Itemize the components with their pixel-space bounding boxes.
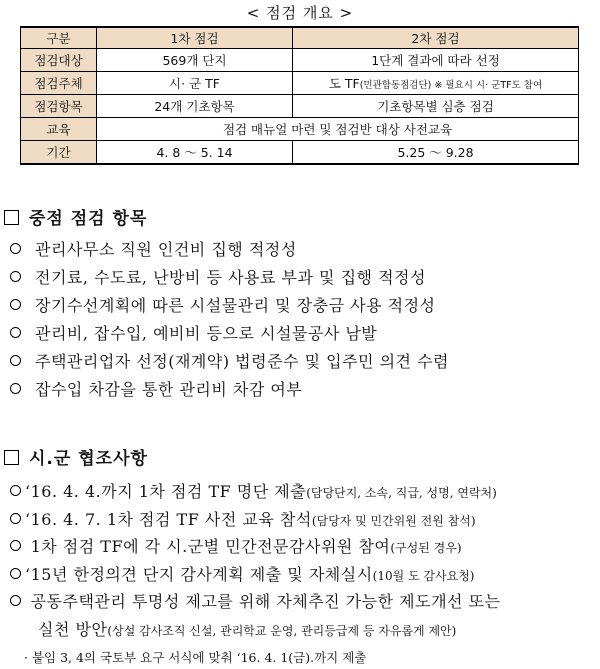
table-row [21,141,579,165]
section1-title: 중점 점검 항목 [29,209,148,229]
list-item: ‘15년 한정의견 단지 감사계획 제출 및 자체실시(10월 도 감사요청) [10,561,501,589]
section2-list [10,478,501,643]
circle-bullet-icon [10,485,21,496]
table-row [21,72,579,95]
circle-bullet-icon [10,271,21,282]
list-item: ‘16. 4. 4.까지 1차 점검 TF 명단 제출(담당단지, 소속, 직급, 성명, 연락처) [10,478,501,506]
row-label: 교육 [21,118,97,141]
list-item: 잡수입 차감을 통한 관리비 차감 여부 [10,376,449,404]
circle-bullet-icon [10,299,21,310]
cell-second-main: 도 TF [328,76,360,91]
list-item: ‘16. 4. 7. 1차 점검 TF 사전 교육 참석(담당자 및 민간위원 전원 참석) [10,506,501,534]
cell-second-note: (민관합동점검단) ※ 필요시 시· 군TF도 참여 [359,80,543,91]
table-header-row [21,27,579,49]
overview-table [20,26,579,165]
circle-bullet-icon [10,355,21,366]
table-row [21,95,579,118]
section2-heading [4,444,148,469]
list-item-continuation: 실천 방안(상설 감사조직 신설, 관리학교 운영, 관리등급제 등 자유롭게 제안) [38,619,457,639]
list-item: 주택관리업자 선정(재계약) 법령준수 및 입주민 의견 수렴 [10,348,449,376]
list-item: 1차 점검 TF에 각 시.군별 민간전문감사위원 참여(구성된 경우) [10,533,501,561]
circle-bullet-icon [10,327,21,338]
cell-second: 5.25 ～ 9.28 [293,141,579,165]
row-label: 점검대상 [21,49,97,72]
list-item: 전기료, 수도료, 난방비 등 사용료 부과 및 집행 적정성 [10,264,449,292]
circle-bullet-icon [10,595,21,606]
list-item: 관리비, 잡수입, 예비비 등으로 시설물공사 남발 [10,320,449,348]
list-item: 장기수선계획에 따른 시설물관리 및 장충금 사용 적정성 [10,292,449,320]
circle-bullet-icon [10,243,21,254]
page-title: < 점검 개요 > [246,4,354,22]
header-category: 구분 [21,27,97,49]
circle-bullet-icon [10,513,21,524]
submission-note: · 붙임 3, 4의 국토부 요구 서식에 맞춰 ‘16. 4. 1(금).까지 제출 [24,650,367,665]
header-second-inspection: 2차 점검 [293,27,579,49]
row-label: 점검항목 [21,95,97,118]
cell-second [293,72,579,95]
section1-list [10,236,449,404]
checkbox-square-icon [4,210,19,225]
circle-bullet-icon [10,568,21,579]
cell-first: 24개 기초항목 [97,95,293,118]
header-first-inspection: 1차 점검 [97,27,293,49]
cell-merged: 점검 매뉴얼 마련 및 점검반 대상 사전교육 [97,118,579,141]
cell-first: 시· 군 TF [97,72,293,95]
row-label: 점검주체 [21,72,97,95]
section2-title: 시.군 협조사항 [29,449,148,469]
section1-heading [4,204,147,229]
cell-second: 기초항목별 심층 점검 [293,95,579,118]
circle-bullet-icon [10,383,21,394]
table-row [21,118,579,141]
list-item: 공동주택관리 투명성 제고를 위해 자체추진 가능한 제도개선 또는 [10,588,501,616]
circle-bullet-icon [10,540,21,551]
list-item: 관리사무소 직원 인건비 집행 적정성 [10,236,449,264]
checkbox-square-icon [4,450,19,465]
table-row [21,49,579,72]
cell-second: 1단계 결과에 따라 선정 [293,49,579,72]
cell-first: 569개 단지 [97,49,293,72]
cell-first: 4. 8 ～ 5. 14 [97,141,293,165]
row-label: 기간 [21,141,97,165]
